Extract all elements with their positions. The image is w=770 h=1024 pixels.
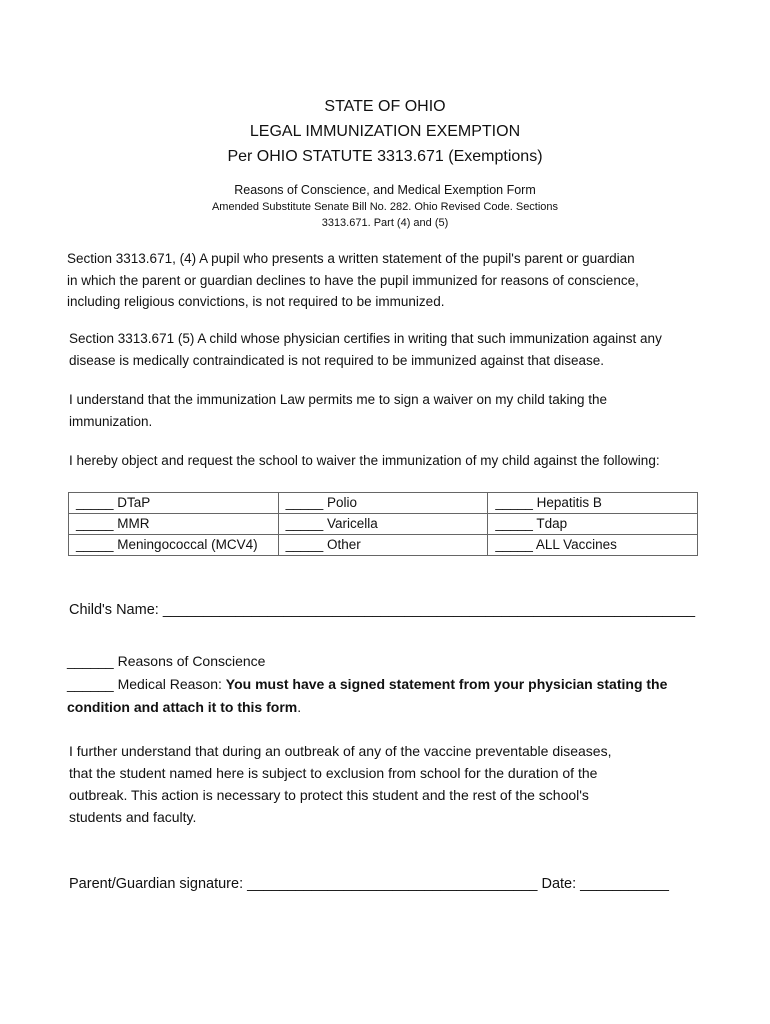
outbreak-line: I further understand that during an outbreak of any of the vaccine preventable diseases, — [69, 743, 612, 759]
reason-medical-label: ______ Medical Reason: — [67, 676, 226, 692]
signature-row — [69, 874, 669, 896]
section-5-line: disease is medically contraindicated is not required to be immunized against that disease. — [69, 352, 605, 368]
vaccine-option-varicella[interactable]: _____ Varicella — [278, 514, 488, 535]
section-5-line: Section 3313.671 (5) A child whose physician certifies in writing that such immunization against any — [69, 331, 662, 346]
vaccine-option-meningococcal[interactable]: _____ Meningococcal (MCV4) — [69, 535, 279, 556]
child-name-field[interactable]: __________________________________________________________________ — [162, 602, 696, 618]
vaccine-option-other[interactable]: _____ Other — [278, 535, 488, 556]
vaccine-option-mmr[interactable]: _____ MMR — [69, 514, 279, 535]
vaccine-option-dtap[interactable]: _____ DTaP — [69, 493, 279, 514]
table-row — [69, 535, 698, 556]
vaccine-option-tdap[interactable]: _____ Tdap — [488, 514, 698, 535]
outbreak-line: outbreak. This action is necessary to protect this student and the rest of the school's — [69, 787, 589, 803]
vaccine-option-polio[interactable]: _____ Polio — [278, 493, 488, 514]
medical-instruction-line2: condition and attach it to this form — [67, 699, 298, 715]
outbreak-line: students and faculty. — [69, 809, 197, 825]
signature-label: Parent/Guardian signature: — [69, 876, 248, 892]
section-5-paragraph — [69, 328, 662, 371]
section-4-line: in which the parent or guardian declines to have the pupil immunized for reasons of conscience, — [67, 272, 639, 288]
child-name-label: Child's Name: — [69, 602, 163, 618]
understand-paragraph — [69, 389, 607, 432]
object-paragraph — [69, 450, 660, 472]
header-bill-line1: Amended Substitute Senate Bill No. 282. Ohio Revised Code. Sections — [211, 201, 559, 213]
vaccine-option-all-vaccines[interactable]: _____ ALL Vaccines — [488, 535, 698, 556]
outbreak-line: that the student named here is subject to exclusion from school for the duration of the — [69, 765, 598, 781]
header-statute: Per OHIO STATUTE 3313.671 (Exemptions) — [227, 148, 543, 165]
table-row — [69, 493, 698, 514]
date-field[interactable]: ___________ — [580, 876, 669, 892]
reasons-block — [67, 650, 667, 719]
section-4-paragraph — [67, 248, 639, 313]
understand-line: I understand that the immunization Law permits me to sign a waiver on my child taking the — [69, 392, 608, 407]
reason-conscience-option[interactable]: ______ Reasons of Conscience — [67, 653, 266, 669]
header-state: STATE OF OHIO — [324, 98, 446, 115]
medical-instruction-period: . — [297, 699, 302, 715]
signature-field[interactable]: ____________________________________ — [247, 876, 538, 892]
form-header — [0, 94, 770, 231]
medical-instruction-continued — [67, 696, 667, 719]
section-4-line: Section 3313.671, (4) A pupil who presents a written statement of the pupil's parent or guardian — [67, 251, 635, 266]
vaccine-table — [68, 492, 698, 556]
reason-medical-option[interactable] — [67, 673, 667, 696]
date-label: Date: — [537, 876, 581, 892]
outbreak-paragraph — [69, 740, 611, 828]
child-name-row — [69, 600, 695, 622]
medical-instruction: You must have a signed statement from your physician stating the — [225, 676, 668, 692]
header-form-name: Reasons of Conscience, and Medical Exemption Form — [234, 183, 536, 197]
header-bill-line2: 3313.671. Part (4) and (5) — [321, 217, 449, 229]
object-line: I hereby object and request the school to waiver the immunization of my child against the following: — [69, 453, 660, 468]
table-row — [69, 514, 698, 535]
vaccine-option-hepatitis-b[interactable]: _____ Hepatitis B — [488, 493, 698, 514]
understand-line: immunization. — [69, 413, 153, 429]
header-title: LEGAL IMMUNIZATION EXEMPTION — [249, 123, 521, 140]
section-4-line: including religious convictions, is not required to be immunized. — [67, 294, 445, 309]
